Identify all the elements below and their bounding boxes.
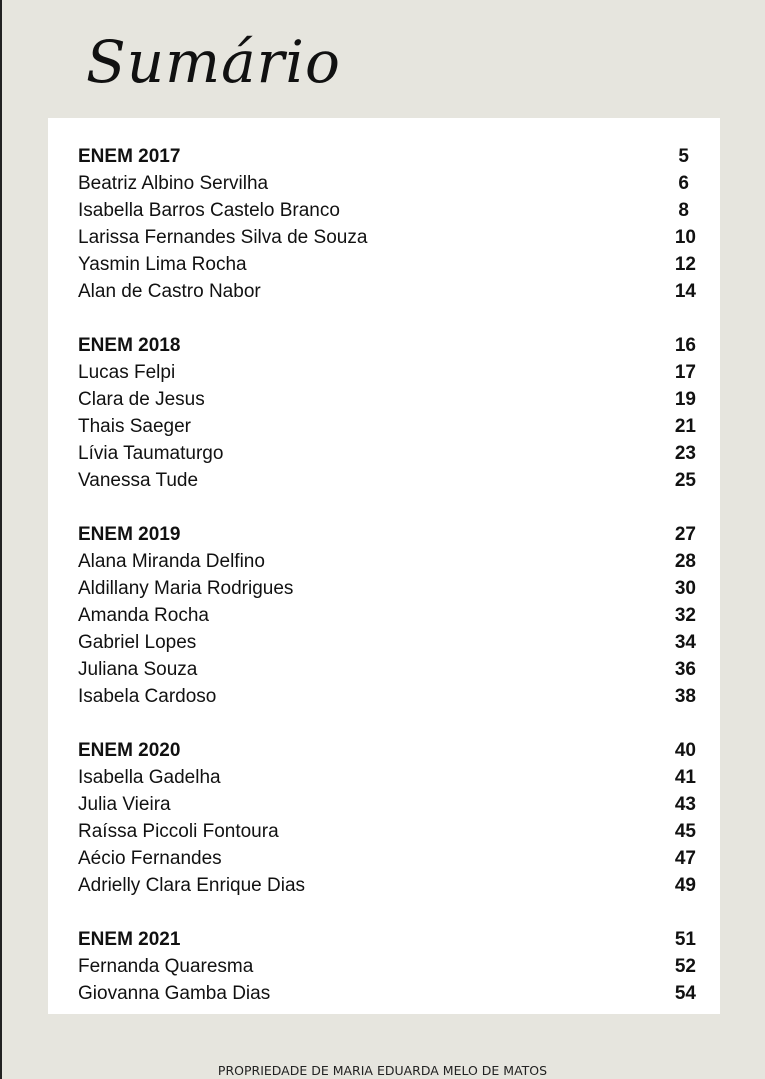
toc-entry[interactable]	[78, 818, 696, 845]
toc-entry[interactable]	[78, 224, 696, 251]
page-number: 5	[678, 146, 689, 167]
page-number: 38	[674, 686, 696, 707]
section-title: ENEM 2019	[78, 524, 181, 545]
entry-name: Larissa Fernandes Silva de Souza	[78, 227, 368, 248]
toc-section-heading[interactable]	[78, 143, 696, 170]
toc-entry[interactable]	[78, 575, 696, 602]
section-title: ENEM 2018	[78, 335, 181, 356]
toc-section	[78, 332, 696, 494]
entry-name: Isabela Cardoso	[78, 686, 217, 707]
toc-entry[interactable]	[78, 251, 696, 278]
toc-entry[interactable]	[78, 170, 696, 197]
toc-entry[interactable]	[78, 440, 696, 467]
page-number: 21	[674, 416, 696, 437]
page-number: 30	[674, 578, 696, 599]
entry-name: Vanessa Tude	[78, 470, 199, 491]
toc-panel	[48, 118, 720, 1014]
entry-name: Juliana Souza	[78, 659, 198, 680]
toc-section-heading[interactable]	[78, 521, 696, 548]
toc-section	[78, 143, 696, 305]
toc-entry[interactable]	[78, 548, 696, 575]
page-number: 17	[674, 362, 696, 383]
entry-name: Raíssa Piccoli Fontoura	[78, 821, 279, 842]
page-number: 12	[674, 254, 696, 275]
entry-name: Aécio Fernandes	[78, 848, 222, 869]
entry-name: Isabella Barros Castelo Branco	[78, 200, 340, 221]
page-number: 54	[674, 983, 696, 1004]
page-number: 19	[674, 389, 696, 410]
toc-entry[interactable]	[78, 845, 696, 872]
toc-entry[interactable]	[78, 602, 696, 629]
toc-entry[interactable]	[78, 791, 696, 818]
table-of-contents	[78, 143, 696, 1034]
page-number: 43	[674, 794, 696, 815]
section-title: ENEM 2017	[78, 146, 181, 167]
entry-name: Alan de Castro Nabor	[78, 281, 261, 302]
toc-section-heading[interactable]	[78, 737, 696, 764]
entry-name: Thais Saeger	[78, 416, 192, 437]
footer-ownership: PROPRIEDADE DE MARIA EDUARDA MELO DE MATOS	[217, 1063, 548, 1078]
page-number: 49	[674, 875, 696, 896]
entry-name: Giovanna Gamba Dias	[78, 983, 271, 1004]
toc-section-heading[interactable]	[78, 926, 696, 953]
entry-name: Lívia Taumaturgo	[78, 443, 224, 464]
section-title: ENEM 2021	[78, 929, 181, 950]
toc-entry[interactable]	[78, 629, 696, 656]
entry-name: Julia Vieira	[78, 794, 171, 815]
entry-name: Yasmin Lima Rocha	[78, 254, 247, 275]
page-number: 32	[674, 605, 696, 626]
toc-entry[interactable]	[78, 278, 696, 305]
entry-name: Amanda Rocha	[78, 605, 209, 626]
toc-section	[78, 926, 696, 1007]
entry-name: Fernanda Quaresma	[78, 956, 254, 977]
entry-name: Isabella Gadelha	[78, 767, 221, 788]
left-border-line	[0, 0, 2, 1079]
toc-section-heading[interactable]	[78, 332, 696, 359]
page-number: 36	[674, 659, 696, 680]
toc-entry[interactable]	[78, 359, 696, 386]
toc-entry[interactable]	[78, 764, 696, 791]
page-number: 14	[674, 281, 696, 302]
page-number: 16	[674, 335, 696, 356]
page-number: 27	[674, 524, 696, 545]
page-number: 40	[674, 740, 696, 761]
page-number: 47	[674, 848, 696, 869]
page-number: 6	[678, 173, 689, 194]
page-number: 52	[674, 956, 696, 977]
entry-name: Gabriel Lopes	[78, 632, 197, 653]
page-number: 25	[674, 470, 696, 491]
toc-section	[78, 521, 696, 710]
toc-entry[interactable]	[78, 656, 696, 683]
toc-entry[interactable]	[78, 467, 696, 494]
entry-name: Lucas Felpi	[78, 362, 176, 383]
page-number: 45	[674, 821, 696, 842]
toc-section	[78, 737, 696, 899]
entry-name: Alana Miranda Delfino	[78, 551, 265, 572]
page-number: 51	[674, 929, 696, 950]
entry-name: Beatriz Albino Servilha	[78, 173, 269, 194]
page-number: 23	[674, 443, 696, 464]
toc-entry[interactable]	[78, 980, 696, 1007]
toc-entry[interactable]	[78, 197, 696, 224]
page-number: 28	[674, 551, 696, 572]
page-number: 10	[674, 227, 696, 248]
toc-entry[interactable]	[78, 953, 696, 980]
toc-entry[interactable]	[78, 413, 696, 440]
page-number: 8	[678, 200, 689, 221]
page-number: 41	[674, 767, 696, 788]
toc-entry[interactable]	[78, 683, 696, 710]
entry-name: Adrielly Clara Enrique Dias	[78, 875, 306, 896]
entry-name: Clara de Jesus	[78, 389, 205, 410]
page-number: 34	[674, 632, 696, 653]
entry-name: Aldillany Maria Rodrigues	[78, 578, 294, 599]
section-title: ENEM 2020	[78, 740, 181, 761]
toc-entry[interactable]	[78, 386, 696, 413]
page-title: Sumário	[86, 28, 341, 96]
toc-entry[interactable]	[78, 872, 696, 899]
